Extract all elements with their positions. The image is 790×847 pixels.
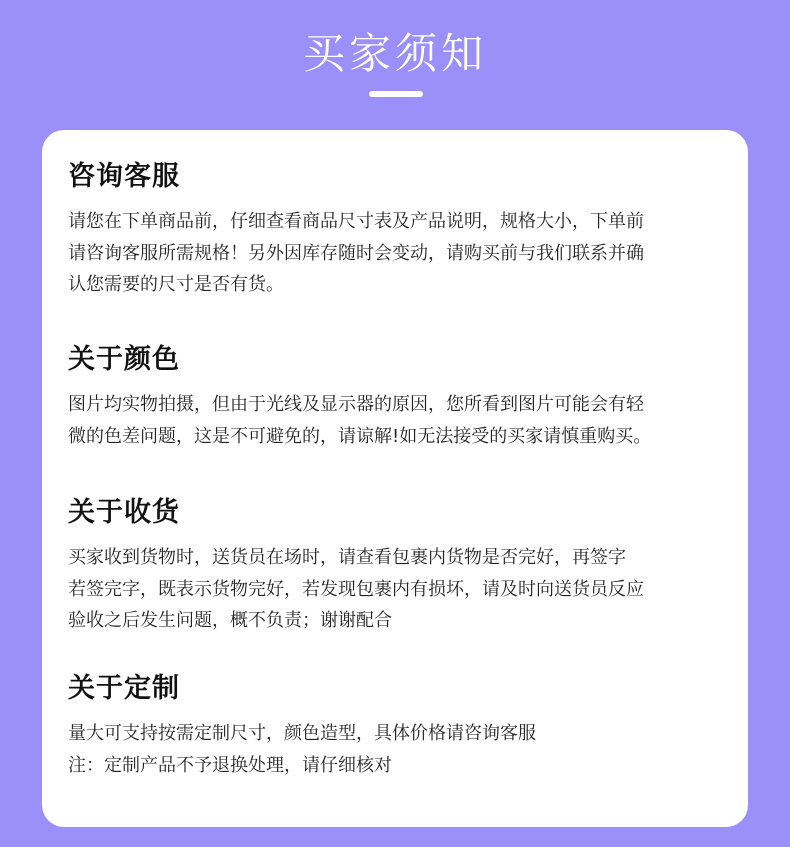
section-title: 关于定制 [68,673,180,704]
section-title: 关于收货 [68,497,180,528]
notice-card [42,130,748,827]
section-customer-service [68,160,728,301]
body-line: 注：定制产品不予退换处理，请仔细核对 [68,754,392,776]
section-body [68,542,728,637]
body-line: 买家收到货物时，送货员在场时，请查看包裹内货物是否完好，再签字 [68,547,626,568]
section-body [68,389,728,452]
section-body [68,718,728,781]
section-color [68,343,728,452]
section-delivery [68,496,728,637]
body-line: 若签完字，既表示货物完好，若发现包裹内有损坏，请及时向送货员反应 [68,578,644,600]
body-line: 请您在下单商品前，仔细查看商品尺寸表及产品说明，规格大小，下单前 [68,211,644,232]
section-title: 关于颜色 [68,344,180,375]
section-body [68,206,728,301]
body-line: 量大可支持按需定制尺寸，颜色造型，具体价格请咨询客服 [68,723,536,744]
section-title: 咨询客服 [68,161,180,192]
section-customization [68,672,728,781]
body-line: 认您需要的尺寸是否有货。 [68,274,284,295]
body-line: 验收之后发生问题，概不负责；谢谢配合 [68,610,392,631]
body-line: 微的色差问题，这是不可避免的，请谅解!如无法接受的买家请慎重购买。 [68,425,652,447]
body-line: 图片均实物拍摄，但由于光线及显示器的原因，您所看到图片可能会有轻 [68,394,644,415]
body-line: 请咨询客服所需规格！另外因库存随时会变动，请购买前与我们联系并确 [68,242,644,264]
title-underline [369,91,423,97]
page-title: 买家须知 [302,29,487,78]
